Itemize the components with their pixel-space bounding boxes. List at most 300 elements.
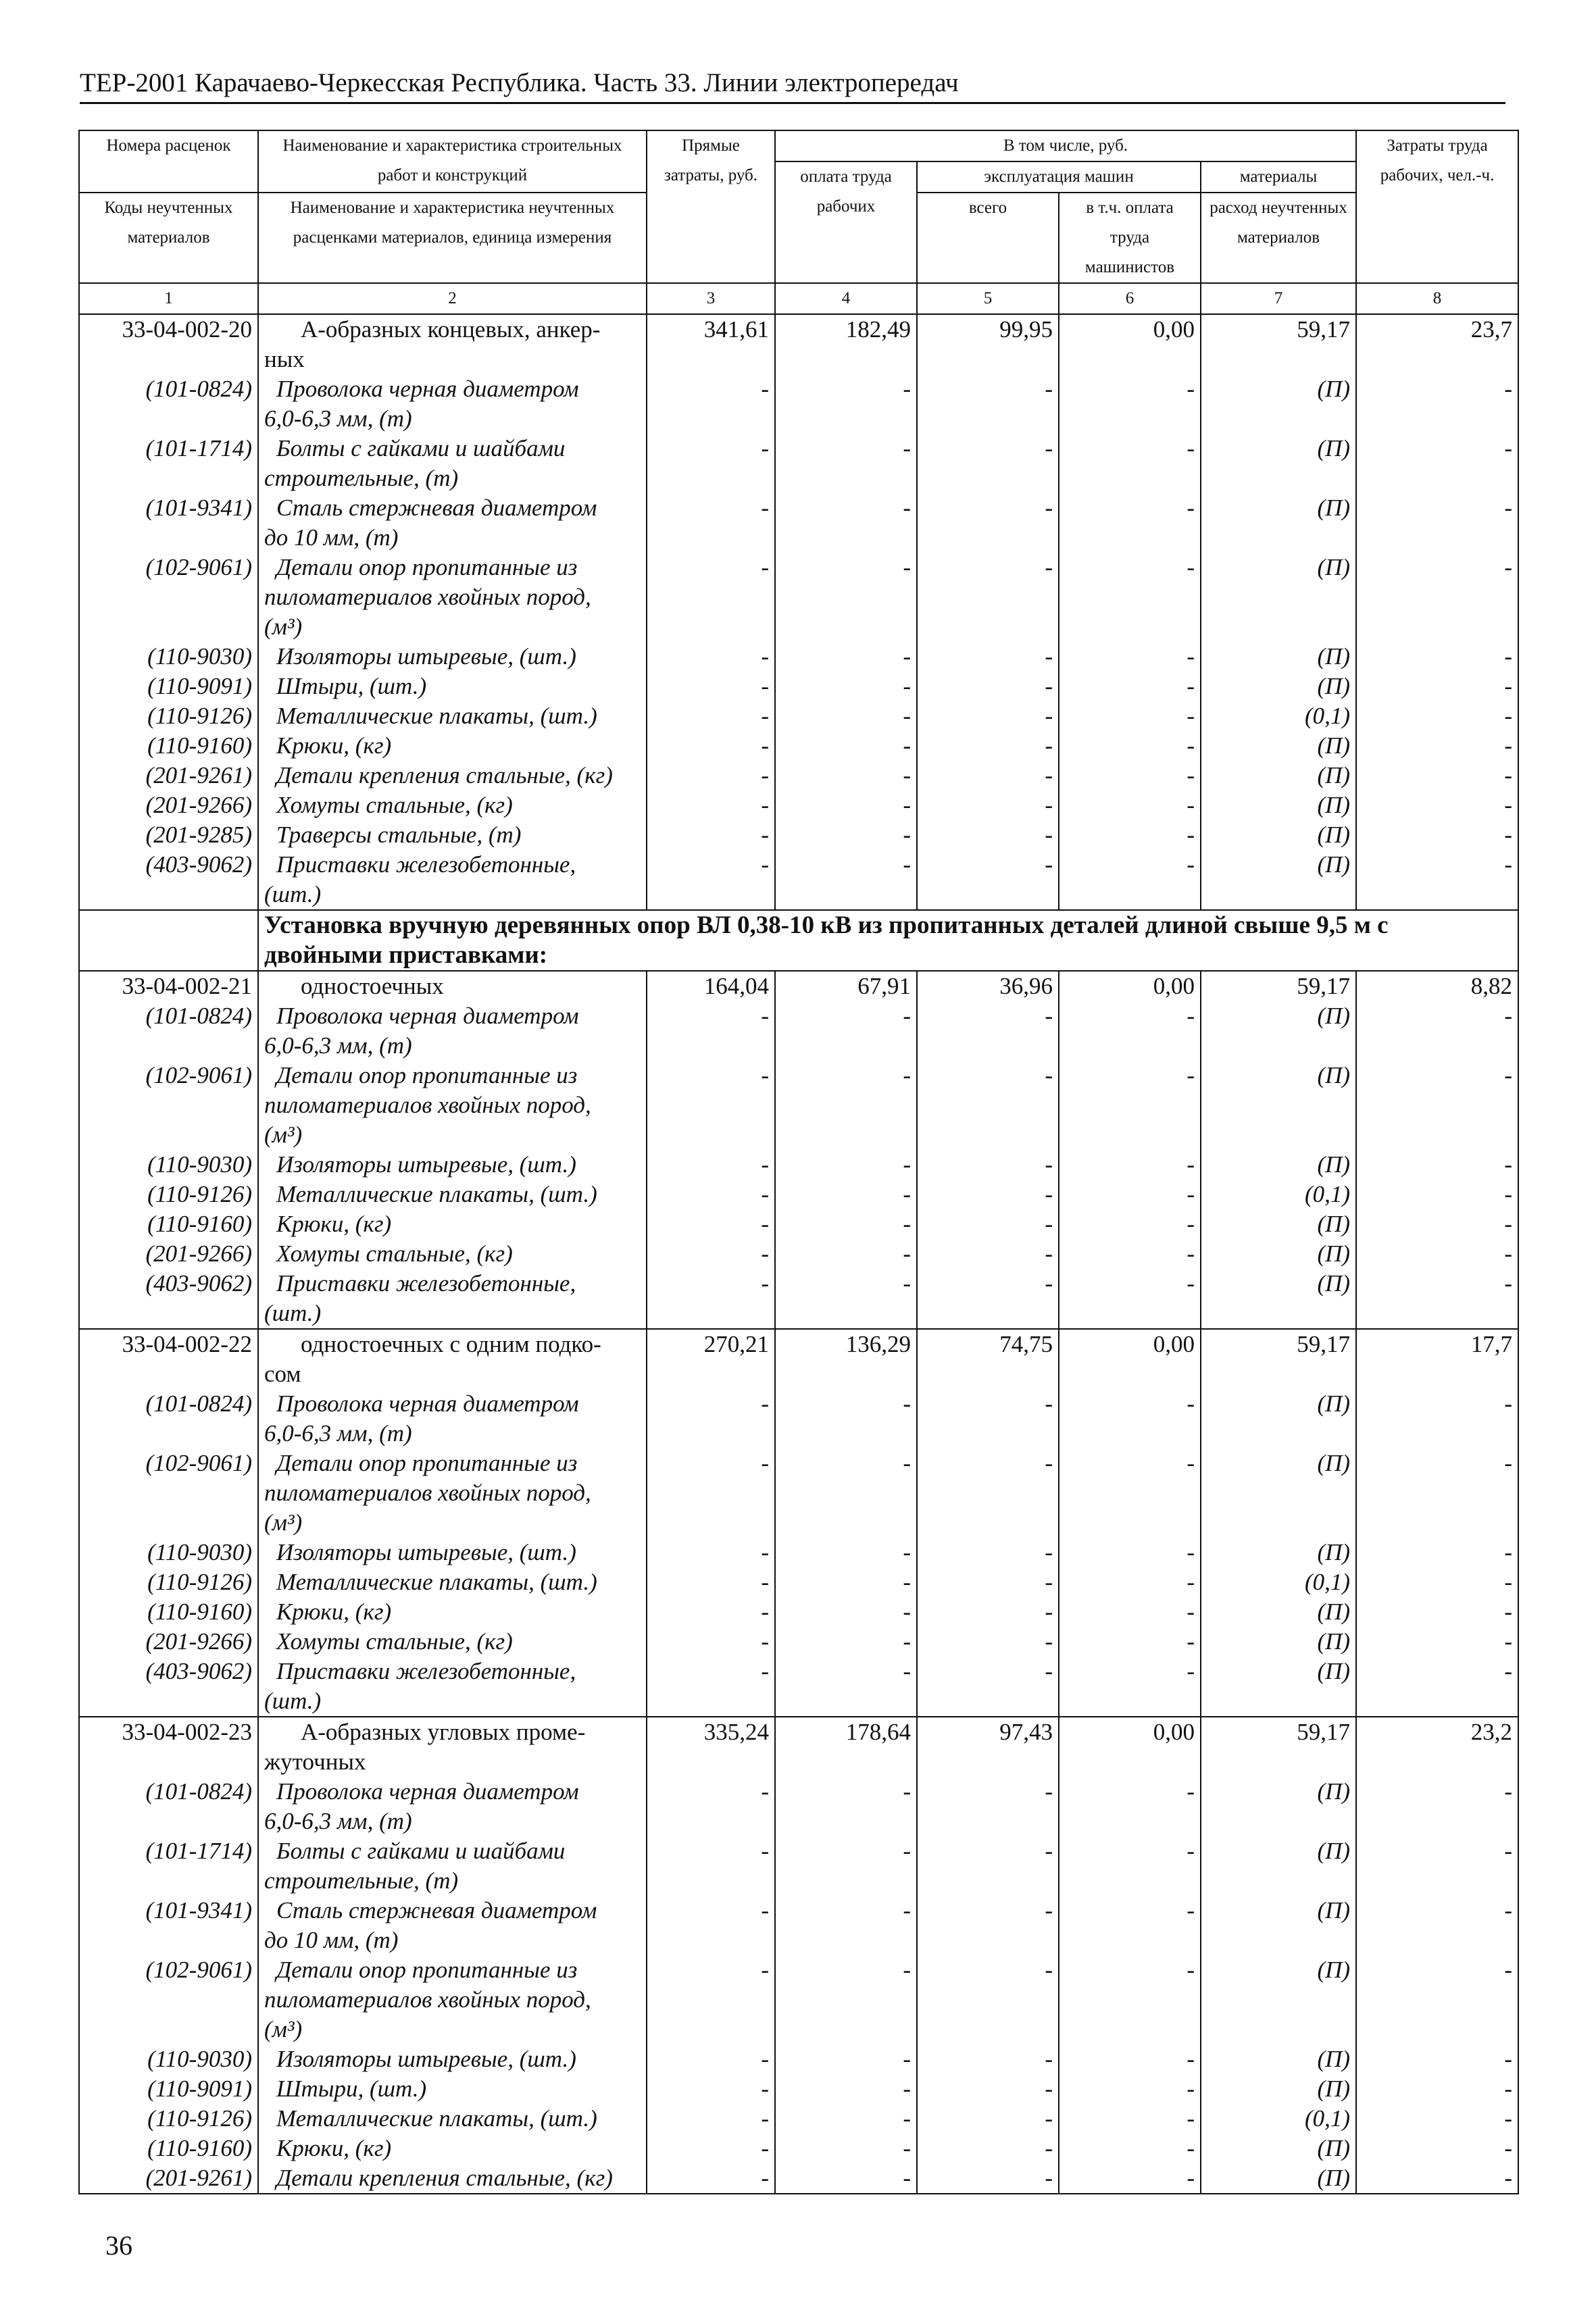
machines-total: 97,43 [917,1717,1059,1777]
section-spacer [79,910,258,971]
material-code: (101-9341) [79,493,258,553]
empty-value: - [775,434,917,493]
material-row [79,434,1518,493]
name-line: Штыри, (шт.) [276,2076,427,2102]
empty-value: - [647,850,775,910]
empty-value: - [917,642,1059,672]
material-row [79,672,1518,701]
name-line: А-образных концевых, анкер- [301,316,601,343]
name-line: Приставки железобетонные, [276,851,576,878]
empty-value: - [1059,1567,1201,1597]
empty-value: - [775,820,917,850]
empty-value: - [775,790,917,820]
empty-value: - [1356,1836,1518,1896]
name-line: (шт.) [264,881,322,907]
empty-value: - [647,434,775,493]
material-code: (201-9266) [79,1627,258,1657]
name-line: Крюки, (кг) [276,1211,392,1237]
operators-pay: 0,00 [1059,1329,1201,1389]
rate-name [258,1717,647,1777]
material-row [79,1597,1518,1627]
name-line: Проволока черная диаметром [276,1390,579,1417]
material-consumption: (П) [1201,850,1356,910]
material-code: (102-9061) [79,1955,258,2044]
labor-pay: 178,64 [775,1717,917,1777]
labor-hours: 23,2 [1356,1717,1518,1777]
empty-value: - [775,553,917,642]
empty-value: - [647,1209,775,1239]
empty-value: - [1356,1896,1518,1955]
column-number: 6 [1059,283,1201,314]
material-row [79,1567,1518,1597]
material-name [258,1150,647,1180]
material-code: (101-0824) [79,1001,258,1061]
header-material-codes: Коды неучтенных материалов [79,193,258,283]
empty-value: - [1059,1597,1201,1627]
name-line: Сталь стержневая диаметром [276,1897,597,1923]
empty-value: - [775,1269,917,1329]
empty-value: - [917,374,1059,434]
empty-value: - [1059,1150,1201,1180]
empty-value: - [1059,642,1201,672]
empty-value: - [1356,1001,1518,1061]
empty-value: - [917,2044,1059,2074]
empty-value: - [917,731,1059,761]
empty-value: - [775,1389,917,1449]
material-name [258,1896,647,1955]
empty-value: - [647,2044,775,2074]
name-line: Металлические плакаты, (шт.) [276,1569,597,1595]
material-name [258,850,647,910]
name-line: Крюки, (кг) [276,2135,392,2161]
empty-value: - [1356,1777,1518,1836]
material-name [258,672,647,701]
header-machines: эксплуатация машин [917,161,1201,193]
material-consumption: (П) [1201,672,1356,701]
material-code: (102-9061) [79,553,258,642]
name-line: Приставки железобетонные, [276,1658,576,1684]
name-line: до 10 мм, (т) [264,524,399,551]
empty-value: - [647,1239,775,1269]
empty-value: - [775,1627,917,1657]
material-row [79,731,1518,761]
empty-value: - [1059,731,1201,761]
material-consumption: (П) [1201,2163,1356,2194]
material-name [258,2074,647,2104]
empty-value: - [647,553,775,642]
material-code: (110-9160) [79,2134,258,2163]
empty-value: - [917,820,1059,850]
empty-value: - [647,1001,775,1061]
empty-value: - [775,701,917,731]
name-line: сом [264,1361,301,1387]
header-operators-pay: в т.ч. оплата труда машинистов [1059,193,1201,283]
empty-value: - [1356,2104,1518,2134]
header-rate-numbers: Номера расценок [79,130,258,193]
material-code: (110-9126) [79,1180,258,1209]
materials-cost: 59,17 [1201,314,1356,374]
machines-total: 36,96 [917,971,1059,1001]
empty-value: - [1059,1269,1201,1329]
material-code: (110-9160) [79,1597,258,1627]
material-code: (110-9091) [79,672,258,701]
material-code: (101-0824) [79,374,258,434]
empty-value: - [1356,1597,1518,1627]
empty-value: - [917,1567,1059,1597]
name-line: строительные, (т) [264,465,459,491]
material-name [258,1836,647,1896]
name-line: Изоляторы штыревые, (шт.) [276,1151,576,1178]
empty-value: - [1356,790,1518,820]
material-row [79,1001,1518,1061]
empty-value: - [917,1061,1059,1150]
material-consumption: (П) [1201,1389,1356,1449]
material-row [79,1209,1518,1239]
empty-value: - [775,1449,917,1538]
material-name [258,701,647,731]
material-row [79,1389,1518,1449]
material-consumption: (П) [1201,1061,1356,1150]
empty-value: - [775,1061,917,1150]
material-consumption: (П) [1201,1449,1356,1538]
empty-value: - [1059,1001,1201,1061]
material-code: (110-9160) [79,731,258,761]
empty-value: - [1059,1836,1201,1896]
empty-value: - [1356,850,1518,910]
empty-value: - [1356,1150,1518,1180]
name-line: (м³) [264,613,303,640]
section-title: Установка вручную деревянных опор ВЛ 0,38-10 кВ из пропитанных деталей длиной свыше 9,5 м с двойными приставками: [258,910,1518,971]
material-row [79,2104,1518,2134]
empty-value: - [1059,434,1201,493]
material-consumption: (П) [1201,553,1356,642]
name-line: Крюки, (кг) [276,1599,392,1625]
operators-pay: 0,00 [1059,971,1201,1001]
name-line: Металлические плакаты, (шт.) [276,2105,597,2132]
material-code: (101-9341) [79,1896,258,1955]
name-line: Детали опор пропитанные из [276,554,578,580]
name-line: Траверсы стальные, (т) [276,822,522,848]
material-consumption: (П) [1201,1538,1356,1567]
empty-value: - [1356,1538,1518,1567]
name-line: Детали опор пропитанные из [276,1062,578,1088]
material-row [79,1955,1518,2044]
empty-value: - [775,672,917,701]
header-work-name: Наименование и характеристика строительных работ и конструкций [258,130,647,193]
material-code: (110-9160) [79,1209,258,1239]
name-line: Болты с гайками и шайбами [276,435,566,461]
header-material-consumption: расход неучтенных материалов [1201,193,1356,283]
material-name [258,2104,647,2134]
name-line: Хомуты стальные, (кг) [276,1240,513,1267]
labor-hours: 23,7 [1356,314,1518,374]
empty-value: - [775,1955,917,2044]
empty-value: - [647,761,775,790]
empty-value: - [647,1150,775,1180]
empty-value: - [917,761,1059,790]
name-line: (шт.) [264,1300,322,1326]
material-consumption: (П) [1201,1896,1356,1955]
material-code: (110-9126) [79,2104,258,2134]
material-consumption: (П) [1201,1150,1356,1180]
material-code: (403-9062) [79,850,258,910]
empty-value: - [917,790,1059,820]
material-row [79,1777,1518,1836]
material-consumption: (П) [1201,642,1356,672]
empty-value: - [917,1896,1059,1955]
rate-name [258,314,647,374]
name-line: Изоляторы штыревые, (шт.) [276,1539,576,1565]
empty-value: - [1356,1061,1518,1150]
material-name [258,1777,647,1836]
empty-value: - [1059,2104,1201,2134]
material-name [258,2163,647,2194]
empty-value: - [647,1777,775,1836]
material-code: (110-9030) [79,1150,258,1180]
empty-value: - [1356,1567,1518,1597]
empty-value: - [775,1836,917,1896]
material-code: (110-9030) [79,642,258,672]
header-machines-total: всего [917,193,1059,283]
empty-value: - [917,1657,1059,1717]
header-labor-hours: Затраты труда рабочих, чел.-ч. [1356,130,1518,283]
material-consumption: (П) [1201,731,1356,761]
material-code: (101-0824) [79,1389,258,1449]
material-name [258,1627,647,1657]
empty-value: - [1059,1389,1201,1449]
material-consumption: (П) [1201,1627,1356,1657]
empty-value: - [1356,1627,1518,1657]
empty-value: - [1059,1955,1201,2044]
name-line: Сталь стержневая диаметром [276,495,597,521]
empty-value: - [775,1597,917,1627]
material-row [79,1449,1518,1538]
name-line: Детали опор пропитанные из [276,1957,578,1983]
empty-value: - [1059,2134,1201,2163]
material-code: (110-9030) [79,1538,258,1567]
material-code: (101-1714) [79,434,258,493]
empty-value: - [1059,1896,1201,1955]
material-name [258,731,647,761]
empty-value: - [1059,2163,1201,2194]
name-line: 6,0-6,3 мм, (т) [264,1420,412,1447]
material-row [79,2163,1518,2194]
column-number: 8 [1356,283,1518,314]
header-labor-pay: оплата труда рабочих [775,161,917,283]
name-line: Детали опор пропитанные из [276,1450,578,1476]
empty-value: - [775,1567,917,1597]
empty-value: - [917,2134,1059,2163]
name-line: Хомуты стальные, (кг) [276,1628,513,1655]
empty-value: - [917,1449,1059,1538]
empty-value: - [917,2104,1059,2134]
empty-value: - [1059,1777,1201,1836]
material-consumption: (П) [1201,1239,1356,1269]
rate-row [79,1717,1518,1777]
rate-code: 33-04-002-23 [79,1717,258,1777]
material-name [258,1180,647,1209]
column-number: 4 [775,283,917,314]
empty-value: - [917,553,1059,642]
material-name [258,1657,647,1717]
empty-value: - [1356,2163,1518,2194]
empty-value: - [1356,1389,1518,1449]
material-name [258,642,647,672]
material-row [79,701,1518,731]
material-consumption: (0,1) [1201,2104,1356,2134]
empty-value: - [1356,2044,1518,2074]
empty-value: - [1059,1180,1201,1209]
empty-value: - [647,1061,775,1150]
material-consumption: (П) [1201,2074,1356,2104]
empty-value: - [647,374,775,434]
material-name [258,1061,647,1150]
name-line: Проволока черная диаметром [276,1003,579,1029]
rate-name [258,1329,647,1389]
material-code: (403-9062) [79,1657,258,1717]
material-consumption: (0,1) [1201,701,1356,731]
material-row [79,1269,1518,1329]
empty-value: - [1059,553,1201,642]
empty-value: - [1356,731,1518,761]
material-code: (110-9126) [79,701,258,731]
material-row [79,1896,1518,1955]
empty-value: - [1356,820,1518,850]
empty-value: - [775,2074,917,2104]
material-row [79,1150,1518,1180]
material-row [79,1836,1518,1896]
direct-costs: 335,24 [647,1717,775,1777]
empty-value: - [1059,1657,1201,1717]
empty-value: - [775,1001,917,1061]
material-name [258,2044,647,2074]
name-line: Крюки, (кг) [276,732,392,759]
material-row [79,790,1518,820]
material-code: (102-9061) [79,1449,258,1538]
labor-pay: 136,29 [775,1329,917,1389]
column-number: 5 [917,283,1059,314]
empty-value: - [1059,493,1201,553]
name-line: жуточных [264,1749,366,1775]
name-line: одностоечных с одним подко- [301,1331,601,1357]
material-name [258,1538,647,1567]
material-row [79,553,1518,642]
empty-value: - [1059,761,1201,790]
rate-row [79,971,1518,1001]
empty-value: - [775,1538,917,1567]
labor-pay: 182,49 [775,314,917,374]
empty-value: - [775,1657,917,1717]
empty-value: - [1059,2044,1201,2074]
empty-value: - [775,2044,917,2074]
materials-cost: 59,17 [1201,1717,1356,1777]
material-name [258,1269,647,1329]
empty-value: - [1356,2074,1518,2104]
empty-value: - [647,1269,775,1329]
material-consumption: (П) [1201,2044,1356,2074]
material-name [258,434,647,493]
empty-value: - [1356,493,1518,553]
empty-value: - [775,1180,917,1209]
material-name [258,553,647,642]
empty-value: - [775,642,917,672]
material-name [258,374,647,434]
empty-value: - [1059,850,1201,910]
empty-value: - [647,1955,775,2044]
material-name [258,1597,647,1627]
name-line: Изоляторы штыревые, (шт.) [276,2046,576,2072]
empty-value: - [775,1896,917,1955]
empty-value: - [647,1449,775,1538]
empty-value: - [647,731,775,761]
empty-value: - [647,820,775,850]
material-consumption: (П) [1201,1955,1356,2044]
material-name [258,761,647,790]
material-consumption: (П) [1201,1836,1356,1896]
material-name [258,1567,647,1597]
empty-value: - [647,790,775,820]
material-code: (201-9285) [79,820,258,850]
material-name [258,1955,647,2044]
material-code: (110-9091) [79,2074,258,2104]
empty-value: - [647,1836,775,1896]
column-number: 3 [647,283,775,314]
empty-value: - [917,1597,1059,1627]
material-row [79,642,1518,672]
rate-code: 33-04-002-20 [79,314,258,374]
empty-value: - [1356,1209,1518,1239]
empty-value: - [917,1389,1059,1449]
empty-value: - [775,2104,917,2134]
header-including: В том числе, руб. [775,130,1356,161]
empty-value: - [1059,1449,1201,1538]
empty-value: - [775,374,917,434]
direct-costs: 164,04 [647,971,775,1001]
material-consumption: (П) [1201,1269,1356,1329]
material-consumption: (П) [1201,761,1356,790]
empty-value: - [1356,642,1518,672]
empty-value: - [1059,790,1201,820]
empty-value: - [647,642,775,672]
running-head: ТЕР-2001 Карачаево-Черкесская Республика. Часть 33. Линии электропередач [80,68,1505,104]
empty-value: - [647,1538,775,1567]
empty-value: - [1059,701,1201,731]
empty-value: - [917,1269,1059,1329]
material-row [79,374,1518,434]
empty-value: - [1059,1061,1201,1150]
empty-value: - [1059,820,1201,850]
empty-value: - [775,731,917,761]
material-row [79,761,1518,790]
name-line: пиломатериалов хвойных пород, [264,1092,591,1118]
labor-hours: 17,7 [1356,1329,1518,1389]
empty-value: - [647,1627,775,1657]
name-line: пиломатериалов хвойных пород, [264,1480,591,1506]
empty-value: - [775,1150,917,1180]
rate-code: 33-04-002-21 [79,971,258,1001]
empty-value: - [917,672,1059,701]
material-name [258,2134,647,2163]
name-line: 6,0-6,3 мм, (т) [264,405,412,432]
name-line: (м³) [264,2016,303,2042]
header-direct-costs: Прямые затраты, руб. [647,130,775,283]
material-name [258,493,647,553]
name-line: строительные, (т) [264,1867,459,1894]
empty-value: - [1356,701,1518,731]
name-line: Металлические плакаты, (шт.) [276,703,597,729]
material-consumption: (0,1) [1201,1567,1356,1597]
empty-value: - [917,2074,1059,2104]
